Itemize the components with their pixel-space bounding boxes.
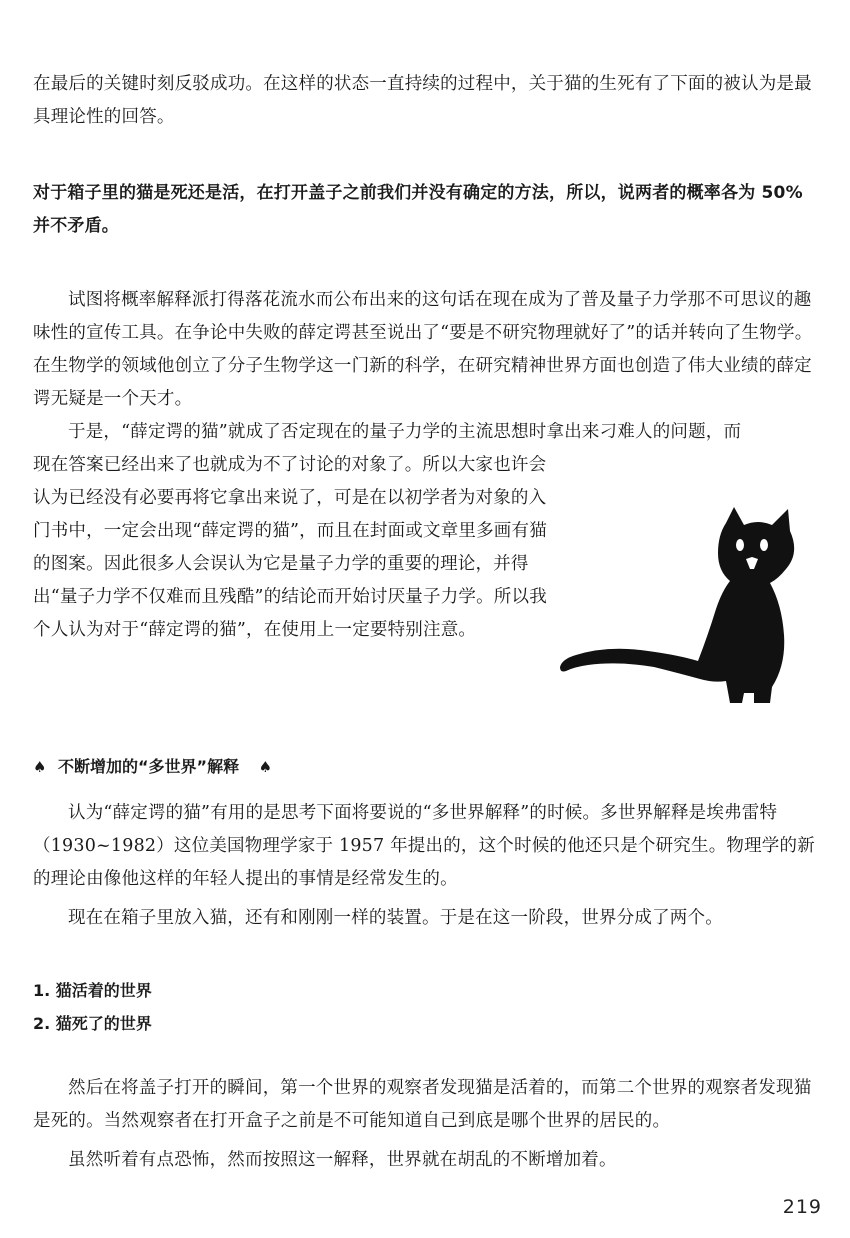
paragraph-schrodinger-biology: 试图将概率解释派打得落花流水而公布出来的这句话在现在成为了普及量子力学那不可思议的趣味性的宣传工具。在争论中失败的薛定谔甚至说出了“要是不研究物理就好了”的话并转向了生物学。在生物学的领域他创立了分子生物学这一门新的科学，在研究精神世界方面也创造了伟大业绩的薛定谔无疑是一个天才。 [33,290,813,409]
spade-icon: ♠ [33,758,47,776]
paragraph-conclusion: 虽然听着有点恐怖，然而按照这一解释，世界就在胡乱的不断增加着。 [68,1150,617,1170]
paragraph-intro: 在最后的关键时刻反驳成功。在这样的状态一直持续的过程中，关于猫的生死有了下面的被认为是最具理论性的回答。 [33,74,812,127]
page-number: 219 [782,1196,822,1218]
paragraph-cat-problem-wrap: 现在答案已经出来了也就成为不了讨论的对象了。所以大家也许会认为已经没有必要再将它拿出来说了，可是在以初学者为对象的入门书中，一定会出现“薛定谔的猫”，而且在封面或文章里多画有猫的图案。因此很多人会误认为它是量子力学的重要的理论，并得出“量子力学不仅难而且残酷”的结论而开始讨厌量子力学。所以我个人认为对于“薛定谔的猫”，在使用上一定要特别注意。 [33,455,547,640]
list-item: 1. 猫活着的世界 [33,981,152,1000]
paragraph-observers: 然后在将盖子打开的瞬间，第一个世界的观察者发现猫是活着的，而第二个世界的观察者发现猫是死的。当然观察者在打开盒子之前是不可能知道自己到底是哪个世界的居民的。 [33,1078,812,1131]
section-heading [33,752,272,782]
spade-icon: ♠ [258,758,273,776]
black-cat-icon [558,505,798,720]
paragraph-box-setup: 现在在箱子里放入猫，还有和刚刚一样的装置。于是在这一阶段，世界分成了两个。 [68,908,723,928]
paragraph-probability-quote: 对于箱子里的猫是死还是活，在打开盖子之前我们并没有确定的方法，所以，说两者的概率各为 50% 并不矛盾。 [33,183,803,236]
paragraph-cat-problem-start: 于是，“薛定谔的猫”就成了否定现在的量子力学的主流思想时拿出来刁难人的问题，而 [68,422,742,442]
paragraph-many-worlds: 认为“薛定谔的猫”有用的是思考下面将要说的“多世界解释”的时候。多世界解释是埃弗雷特（1930~1982）这位美国物理学家于 1957 年提出的，这个时候的他还只是个研究生。物理学的新的理论由像他这样的年轻人提出的事情是经常发生的。 [33,803,815,889]
section-heading-text: 不断增加的“多世界”解释 [58,757,240,776]
list-item: 2. 猫死了的世界 [33,1014,152,1033]
